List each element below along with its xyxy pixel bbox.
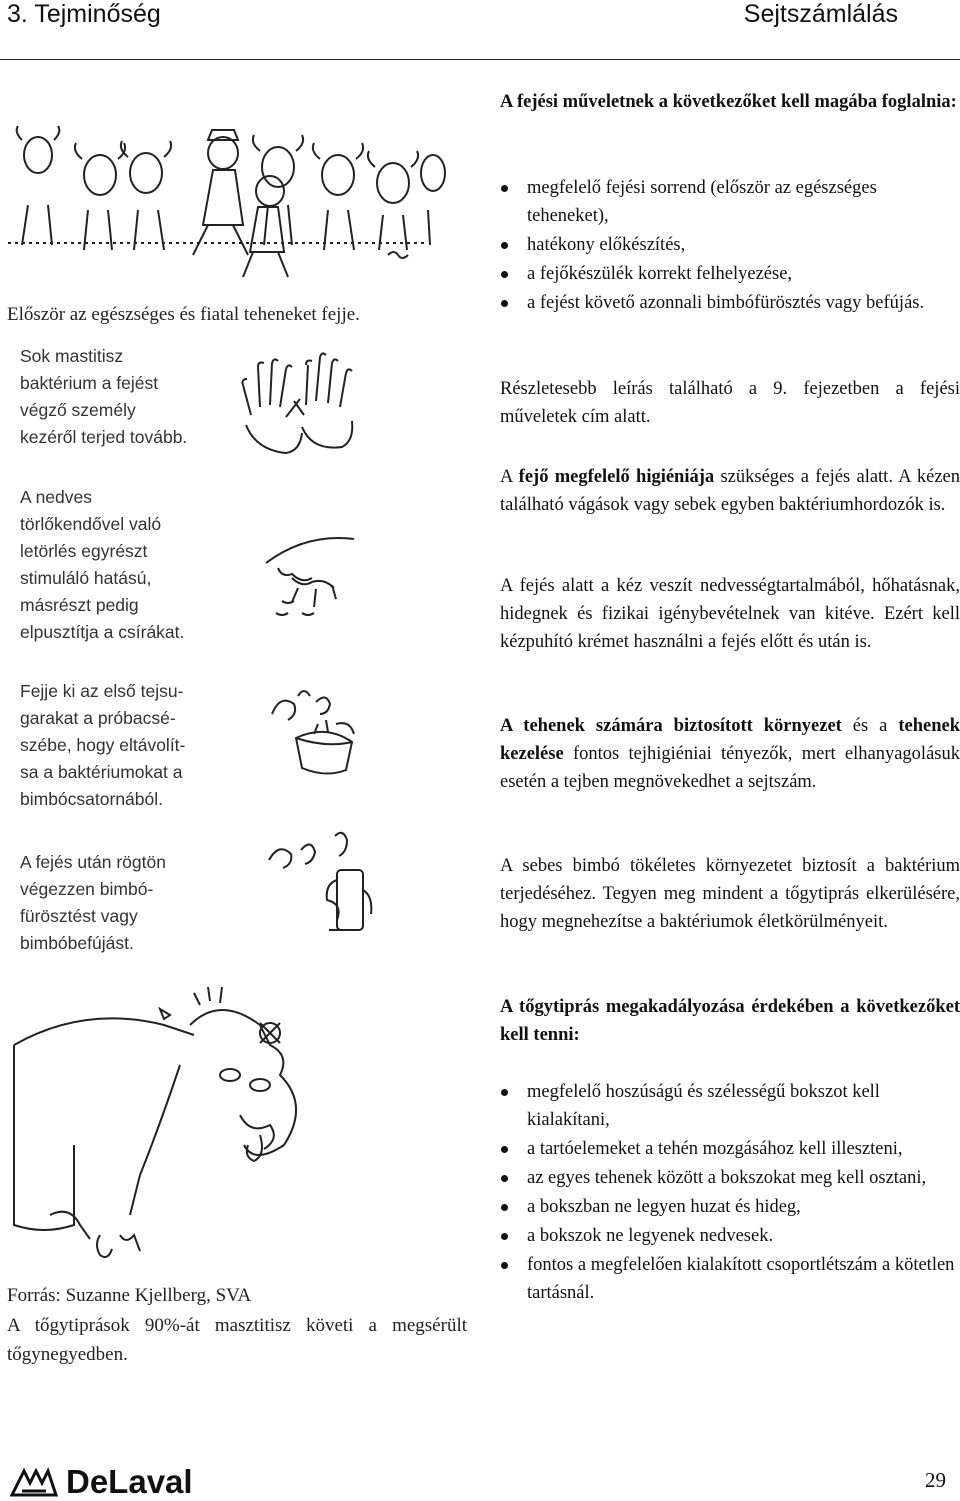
side-note-dip	[20, 849, 235, 957]
wipe-icon	[262, 533, 357, 621]
note-line: elpusztítja a csírákat.	[20, 622, 185, 642]
note-line: Sok mastitisz	[20, 346, 124, 366]
page-number: 29	[925, 1468, 946, 1492]
caption-last-text: A tőgytiprások 90%-át masztitisz követi a megsérült tőgynegyedben.	[7, 1315, 467, 1365]
note-line: A nedves	[20, 487, 92, 507]
note-line: baktérium a fejést	[20, 373, 159, 393]
injured-cow-icon	[10, 985, 340, 1273]
topic-heading: Sejtszámlálás	[743, 0, 898, 28]
delaval-logo-icon	[10, 1465, 58, 1499]
paragraph-hands	[500, 572, 960, 656]
fore-stripping-illustration	[268, 684, 360, 779]
milking-steps-list	[500, 174, 960, 318]
list-item: hatékony előkészítés,	[500, 231, 960, 259]
note-line: fürösztést vagy	[20, 906, 138, 926]
list-item: az egyes tehenek között a bokszokat meg kell osztani,	[500, 1164, 960, 1192]
injured-cow-illustration	[10, 985, 340, 1273]
para-4-bold-2: tehenek kezelése	[500, 716, 960, 764]
note-line: Fejje ki az első tejsu-	[20, 681, 184, 701]
para-3-text: A fejés alatt a kéz veszít nedvességtartalmából, hőhatásnak, hidegnek és fizikai igénybevételnek van kitéve. Ezért kell kézpuhító krémet használni a fejés előtt és után is.	[500, 576, 960, 652]
paragraph-sore-teat	[500, 852, 960, 936]
prevention-list	[500, 1078, 960, 1308]
header-divider	[0, 59, 960, 60]
list-item: a fejőkészülék korrekt felhelyezése,	[500, 260, 960, 288]
note-line: végző személy	[20, 400, 136, 420]
paragraph-details	[500, 375, 960, 431]
chapter-heading: 3. Tejminőség	[7, 0, 161, 28]
hands-icon	[236, 345, 356, 457]
list-item: a fejést követő azonnali bimbófürösztés vagy befújás.	[500, 289, 960, 317]
note-line: végezzen bimbó-	[20, 879, 154, 899]
hands-illustration	[236, 345, 356, 457]
side-note-wipe	[20, 484, 235, 646]
note-line: letörlés egyrészt	[20, 541, 148, 561]
teat-wiping-illustration	[262, 533, 357, 621]
heading-prevention	[500, 993, 960, 1049]
list-item: megfelelő hoszúságú és szélességű bokszot kell kialakítani,	[500, 1078, 960, 1134]
strip-cup-icon	[268, 684, 360, 779]
para-5-text: A sebes bimbó tökéletes környezetet biztosít a baktérium terjedéséhez. Tegyen meg mindent a tőgytiprás elkerülésére, hogy megnehezítse a baktériumok életkörülményeit.	[500, 856, 960, 932]
paragraph-hygiene	[500, 463, 960, 519]
note-line: másrészt pedig	[20, 595, 139, 615]
side-note-hands	[20, 343, 235, 451]
para-2-post: szükséges a fejés alatt. A kézen található vágások vagy sebek egyben baktériumhordozók is.	[500, 467, 960, 515]
cows-farmers-illustration	[8, 115, 448, 285]
note-line: stimuláló hatású,	[20, 568, 152, 588]
para-4-mid: és a	[841, 716, 899, 736]
para-4-post: fontos tejhigiéniai tényezők, mert elhanyagolásuk esetén a tejben megnövekedhet a sejtszám.	[500, 744, 960, 792]
para-2-bold: fejő megfelelő higiéniája	[518, 467, 715, 487]
note-line: kezéről terjed tovább.	[20, 427, 188, 447]
note-line: A fejés után rögtön	[20, 852, 166, 872]
list-item: megfelelő fejési sorrend (először az egészséges teheneket),	[500, 174, 960, 230]
note-line: garakat a próbacsé-	[20, 708, 176, 728]
paragraph-environment	[500, 712, 960, 796]
caption-first: Először az egészséges és fiatal teheneket fejje.	[7, 304, 360, 325]
note-line: szébe, hogy eltávolít-	[20, 735, 186, 755]
cows-icon	[8, 115, 448, 285]
list-item: fontos a megfelelően kialakított csoportlétszám a kötetlen tartásnál.	[500, 1251, 960, 1307]
heading-2-text: A tőgytiprás megakadályozása érdekében a következőket kell tenni:	[500, 997, 960, 1045]
list-item: a bokszban ne legyen huzat és hideg,	[500, 1193, 960, 1221]
side-note-strip	[20, 678, 235, 813]
note-line: törlőkendővel való	[20, 514, 162, 534]
delaval-logo	[10, 1463, 193, 1501]
note-line: bimbócsatornából.	[20, 789, 163, 809]
para-2-pre: A	[500, 467, 519, 487]
caption-last	[7, 1311, 467, 1369]
source-credit: Forrás: Suzanne Kjellberg, SVA	[7, 1285, 252, 1306]
para-4-bold-1: A tehenek számára biztosított környezet	[500, 716, 842, 736]
list-item: a bokszok ne legyenek nedvesek.	[500, 1222, 960, 1250]
teat-dipping-illustration	[265, 830, 380, 940]
heading-milking-operations	[500, 88, 960, 116]
heading-1-text: A fejési műveletnek a következőket kell magába foglalnia:	[500, 92, 957, 112]
logo-text: DeLaval	[66, 1463, 193, 1500]
note-line: bimbóbefújást.	[20, 933, 134, 953]
list-item: a tartóelemeket a tehén mozgásához kell illeszteni,	[500, 1135, 960, 1163]
para-1-text: Részletesebb leírás található a 9. fejezetben a fejési műveletek cím alatt.	[500, 379, 960, 427]
dip-icon	[265, 830, 380, 940]
note-line: sa a baktériumokat a	[20, 762, 183, 782]
